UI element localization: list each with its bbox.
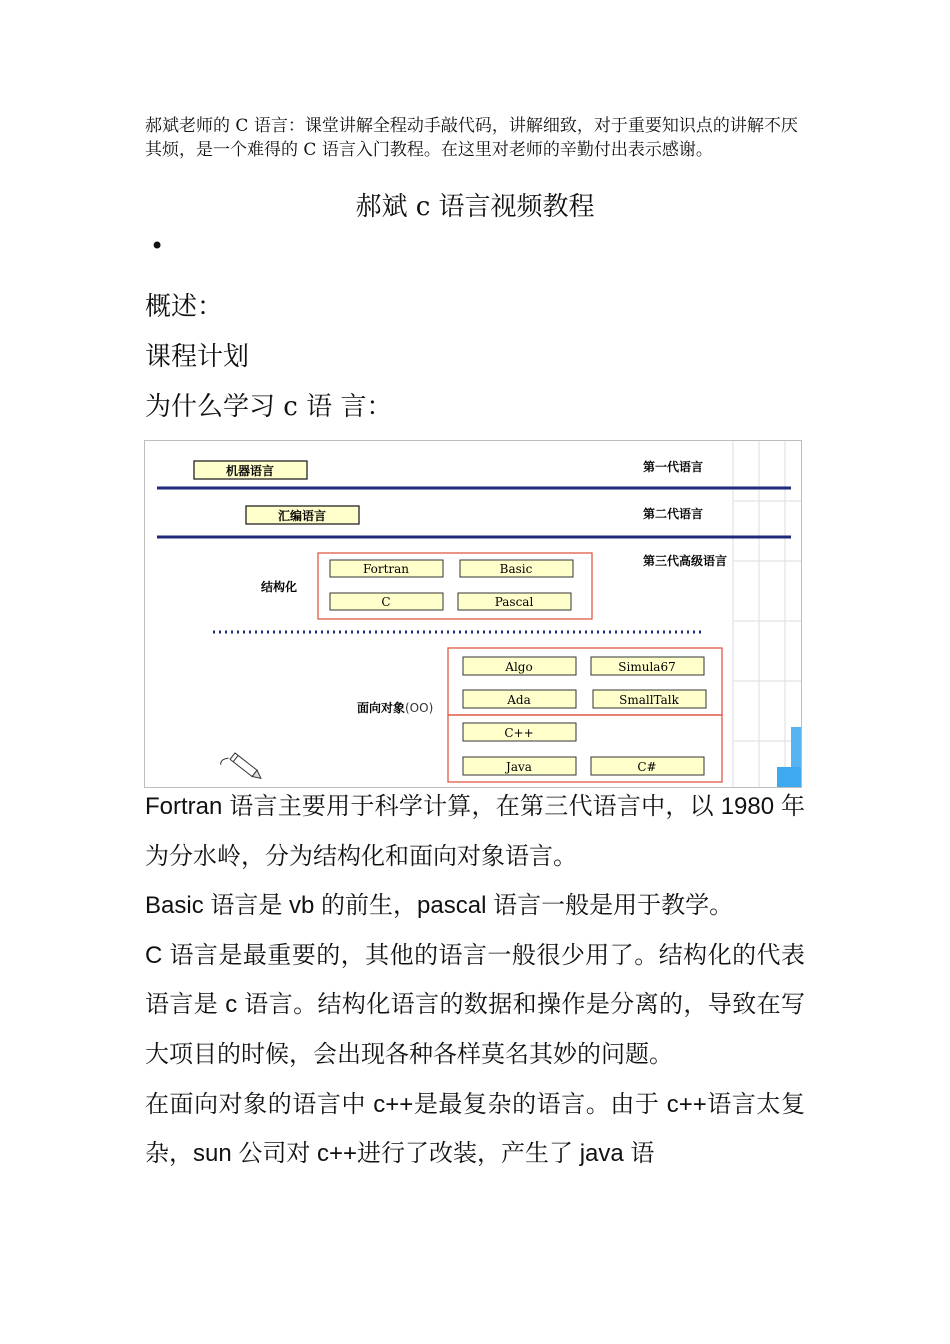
paragraph-fortran: Fortran 语言主要用于科学计算，在第三代语言中，以 1980 年为分水岭，分为结构化和面向对象语言。 <box>145 793 805 870</box>
third-generation-label: 第三代高级语言 <box>643 554 728 568</box>
background-grid <box>733 441 801 787</box>
lang-smalltalk: SmallTalk <box>619 693 679 707</box>
body-text <box>145 782 805 1179</box>
assembly-language-label: 汇编语言 <box>277 509 327 523</box>
lang-csharp: C# <box>637 760 657 774</box>
machine-language-label: 机器语言 <box>225 464 275 478</box>
lang-cpp: C++ <box>504 726 534 740</box>
lang-fortran: Fortran <box>362 562 410 576</box>
paragraph-cpp: 在面向对象的语言中 c++是最复杂的语言。由于 c++语言太复杂，sun 公司对 c++进行了改装，产生了 java 语 <box>145 1090 805 1168</box>
language-generations-figure <box>144 440 802 788</box>
paragraph-basic: Basic 语言是 vb 的前生，pascal 语言一般是用于教学。 <box>145 892 734 920</box>
heading-overview: 概述： <box>145 292 224 322</box>
lang-simula67: Simula67 <box>618 660 676 674</box>
lang-c: C <box>381 595 391 609</box>
lang-ada: Ada <box>507 693 531 707</box>
second-generation-label: 第二代语言 <box>643 507 704 521</box>
first-generation-label: 第一代语言 <box>643 460 704 474</box>
object-oriented-suffix: (OO) <box>405 701 434 715</box>
bullet-point: • <box>150 232 165 260</box>
object-oriented-label: 面向对象 <box>357 701 406 715</box>
lang-basic: Basic <box>499 562 533 576</box>
document-title: 郝斌 c 语言视频教程 <box>355 192 595 222</box>
intro-paragraph: 郝斌老师的 C 语言：课堂讲解全程动手敲代码，讲解细致，对于重要知识点的讲解不厌其烦，是一个难得的 C 语言入门教程。在这里对老师的辛勤付出表示感谢。 <box>145 116 798 160</box>
paragraph-c: C 语言是最重要的，其他的语言一般很少用了。结构化的代表语言是 c 语言。结构化语言的数据和操作是分离的，导致在写大项目的时候，会出现各种各样莫名其妙的问题。 <box>145 941 805 1068</box>
lang-java: Java <box>506 760 532 774</box>
heading-course-plan: 课程计划 <box>145 342 250 372</box>
structured-label: 结构化 <box>261 580 298 594</box>
lang-pascal: Pascal <box>494 595 534 609</box>
lang-algo: Algo <box>505 660 533 674</box>
heading-why-c: 为什么学习 c 语 言： <box>145 392 393 422</box>
